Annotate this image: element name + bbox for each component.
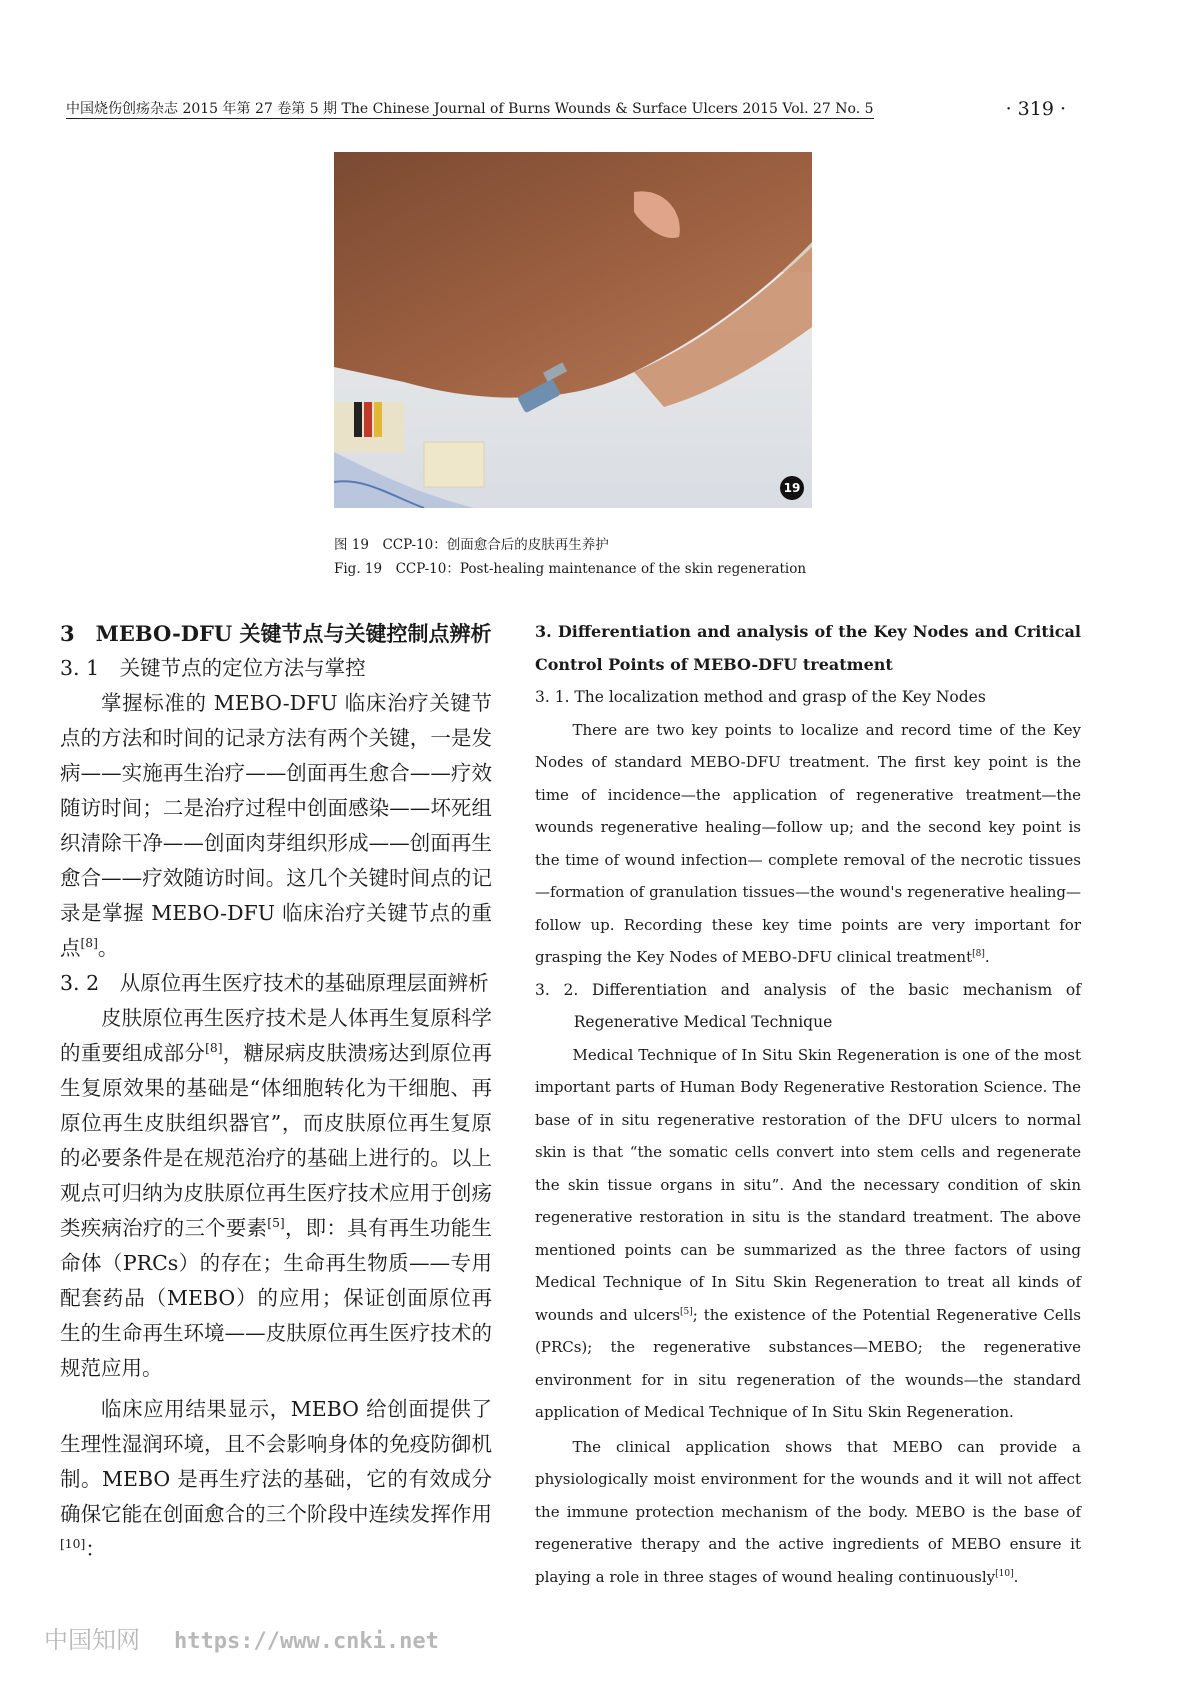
punctuation: ： (85, 1537, 106, 1561)
section-3-1-heading-cn: 3. 1 关键节点的定位方法与掌控 (60, 656, 366, 680)
clinical-photo-illustration (334, 152, 812, 508)
cnki-brand: 中国知网 (44, 1626, 140, 1654)
paragraph-cn-2-text-b: ，糖尿病皮肤溃疡达到原位再生复原效果的基础是“体细胞转化为干细胞、再原位再生皮肤组织器官”，而皮肤原位再生复原的必要条件是在规范治疗的基础上进行的。以上观点可归纳为皮肤原位再生医疗技术应用于创疡类疾病治疗的三个要素 (60, 1041, 493, 1240)
figure-19-photo (334, 152, 812, 508)
paragraph-en-2-text-a: Medical Technique of In Situ Skin Regeneration is one of the most important parts of Human Body Regenerative Restoration Science. The base of in situ regenerative restoration of the DFU ulcers to normal skin is that “the somatic cells convert into stem cells and regenerate the skin tissue organs in situ”. And the necessary condition of skin regenerative restoration in situ is the standard treatment. The above mentioned points can be summarized as the three factors of using Medical Technique of In Situ Skin Regeneration to treat all kinds of wounds and ulcers (535, 1045, 1081, 1324)
running-header (66, 96, 1066, 122)
section-3-heading-en: 3. Differentiation and analysis of the Key Nodes and Critical Control Points of MEBO-DFU treatment (535, 622, 1081, 674)
paragraph-en-1 (535, 714, 1081, 974)
paragraph-cn-2 (60, 1001, 492, 1386)
paragraph-en-3 (535, 1431, 1081, 1594)
paragraph-cn-3 (60, 1392, 492, 1567)
figure-number-badge: 19 (780, 476, 804, 500)
section-3-1-heading-en: 3. 1. The localization method and grasp of the Key Nodes (535, 688, 986, 706)
paragraph-en-2-text-b: ; the existence of the Potential Regenerative Cells (PRCs); the regenerative substances—MEBO; the regenerative environment for in situ regeneration of the wounds—the standard application of Medical Technique of In Situ Skin Regeneration. (535, 1305, 1082, 1421)
citation-ref: [8] (972, 949, 985, 959)
citation-ref: [5] (680, 1306, 693, 1317)
paragraph-en-2 (535, 1039, 1081, 1429)
figure-caption-cn: 图 19 CCP-10：创面愈合后的皮肤再生养护 (334, 537, 609, 553)
punctuation: . (984, 948, 990, 966)
paragraph-en-1-text: There are two key points to localize and record time of the Key Nodes of standard MEBO-DFU treatment. The first key point is the time of incidence—the application of regenerative treatment—the wounds regenerative healing—follow up; and the second key point is the time of wound infection— complete removal of the necrotic tissues—formation of granulation tissues—the wound's regenerative healing—follow up. Recording these key time points are very important for grasping the Key Nodes of MEBO-DFU clinical treatment (535, 720, 1081, 966)
citation-ref: [10] (60, 1537, 86, 1552)
paragraph-cn-3-text: 临床应用结果显示，MEBO 给创面提供了生理性湿润环境，且不会影响身体的免疫防御机制。MEBO 是再生疗法的基础，它的有效成分确保它能在创面愈合的三个阶段中连续发挥作用 (60, 1397, 492, 1526)
paragraph-en-3-text: The clinical application shows that MEBO can provide a physiologically moist environment for the wounds and it will not affect the immune protection mechanism of the body. MEBO is the base of regenerative therapy and the active ingredients of MEBO ensure it playing a role in three stages of wound healing continuously (535, 1437, 1081, 1586)
chinese-column (60, 616, 492, 1567)
punctuation: 。 (97, 936, 119, 960)
figure-caption-en: Fig. 19 CCP-10：Post-healing maintenance of the skin regeneration (334, 561, 807, 577)
paragraph-cn-1 (60, 686, 492, 966)
citation-ref: [8] (205, 1041, 223, 1056)
citation-ref: [5] (267, 1216, 285, 1231)
citation-ref: [8] (80, 936, 98, 951)
cnki-url: https://www.cnki.net (174, 1629, 439, 1654)
cnki-watermark (44, 1622, 439, 1658)
paragraph-cn-1-text: 掌握标准的 MEBO-DFU 临床治疗关键节点的方法和时间的记录方法有两个关键，一是发病——实施再生治疗——创面再生愈合——疗效随访时间；二是治疗过程中创面感染——坏死组织清除干净——创面肉芽组织形成——创面再生愈合——疗效随访时间。这几个关键时间点的记录是掌握 MEBO-DFU 临床治疗关键节点的重点 (60, 691, 492, 960)
punctuation: . (1013, 1567, 1019, 1586)
section-3-heading-cn: 3 MEBO-DFU 关键节点与关键控制点辨析 (60, 621, 492, 646)
paragraph-cn-2-text-c: ，即：具有再生功能生命体（PRCs）的存在；生命再生物质——专用配套药品（MEBO）的应用；保证创面原位再生的生命再生环境——皮肤原位再生医疗技术的规范应用。 (60, 1216, 493, 1380)
citation-ref: [10] (995, 1568, 1014, 1579)
page-number: · 319 · (1005, 98, 1066, 120)
section-3-2-heading-cn: 3. 2 从原位再生医疗技术的基础原理层面辨析 (60, 971, 489, 995)
english-column (535, 616, 1081, 1593)
section-3-2-heading-en: 3. 2. Differentiation and analysis of the basic mechanism of Regenerative Medical Technique (535, 980, 1081, 1031)
journal-header-text: 中国烧伤创疡杂志 2015 年第 27 卷第 5 期 The Chinese Journal of Burns Wounds & Surface Ulcers 2015 Vol. 27 No. 5 (66, 101, 874, 117)
paragraph-cn-2-text-a: 皮肤原位再生医疗技术是人体再生复原科学的重要组成部分 (60, 1006, 492, 1065)
